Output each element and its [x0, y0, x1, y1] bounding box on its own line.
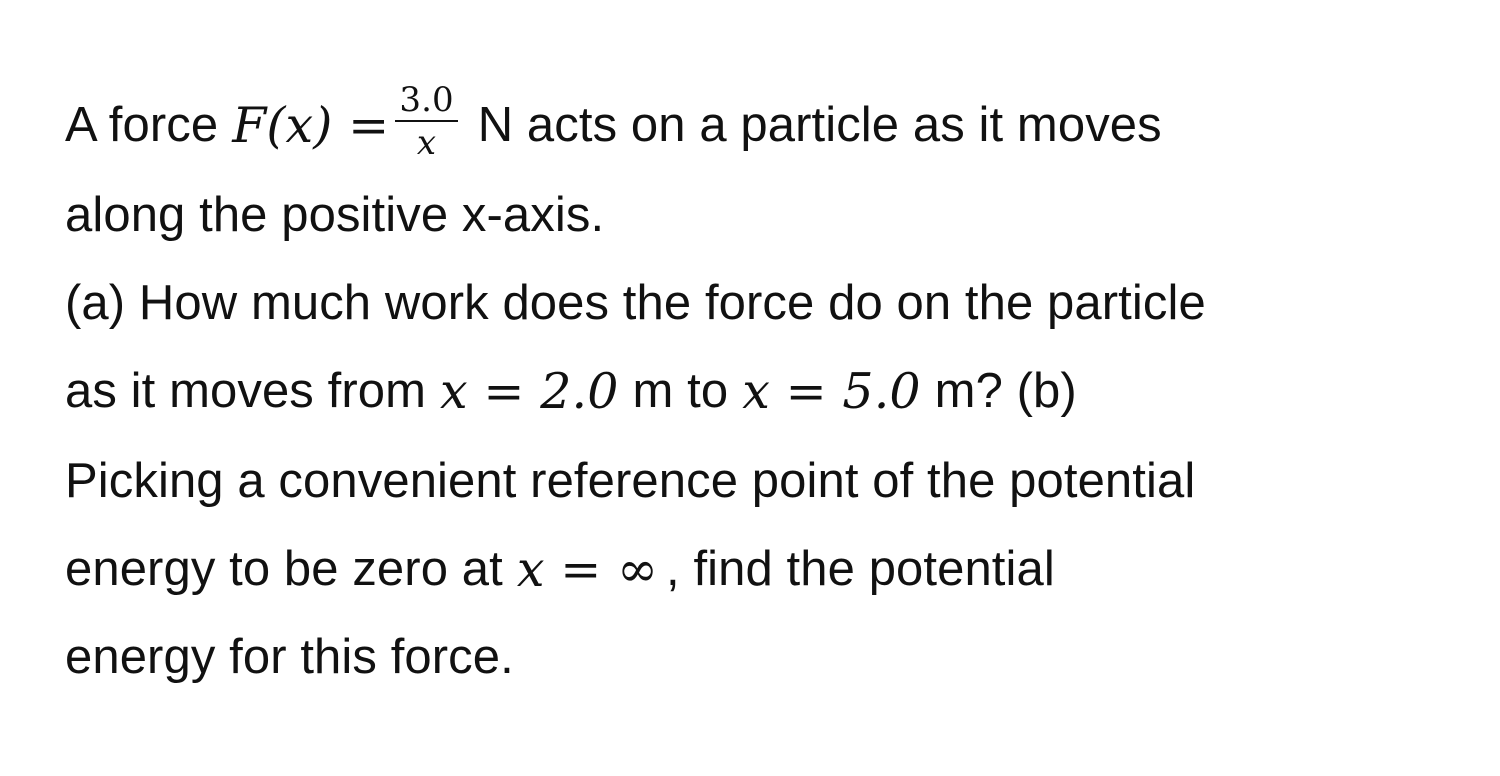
- line4-prefix: as it moves from: [65, 364, 427, 418]
- force-equation: [232, 79, 463, 164]
- line1-suffix: N acts on a particle as it moves: [477, 98, 1162, 152]
- fraction-denominator: x: [416, 122, 437, 163]
- end-position-math: x = 5.0: [742, 362, 921, 420]
- line4-mid: m to: [632, 364, 729, 418]
- problem-line-1: [65, 80, 1162, 170]
- problem-line-2: [65, 170, 604, 260]
- line6-prefix: energy to be zero at: [65, 542, 503, 596]
- line7-text: energy for this force.: [65, 630, 514, 684]
- line4-suffix: m? (b): [934, 364, 1077, 418]
- line6-suffix: , find the potential: [666, 542, 1055, 596]
- line2-text: along the positive x-axis.: [65, 188, 605, 242]
- infinity-math: x = ∞: [516, 540, 659, 598]
- start-position-math: x = 2.0: [440, 362, 619, 420]
- force-fraction: [395, 79, 457, 163]
- problem-line-7: [65, 612, 514, 702]
- problem-line-3: [65, 258, 1206, 348]
- problem-line-6: [65, 524, 1055, 614]
- fraction-numerator: 3.0: [399, 79, 454, 120]
- line5-text: Picking a convenient reference point of the potential: [65, 454, 1196, 508]
- force-equation-lhs: F(x) =: [232, 96, 390, 154]
- problem-line-4: [65, 346, 1077, 436]
- line1-prefix: A force: [65, 98, 219, 152]
- problem-line-5: [65, 436, 1195, 526]
- line3-text: (a) How much work does the force do on the particle: [65, 276, 1206, 330]
